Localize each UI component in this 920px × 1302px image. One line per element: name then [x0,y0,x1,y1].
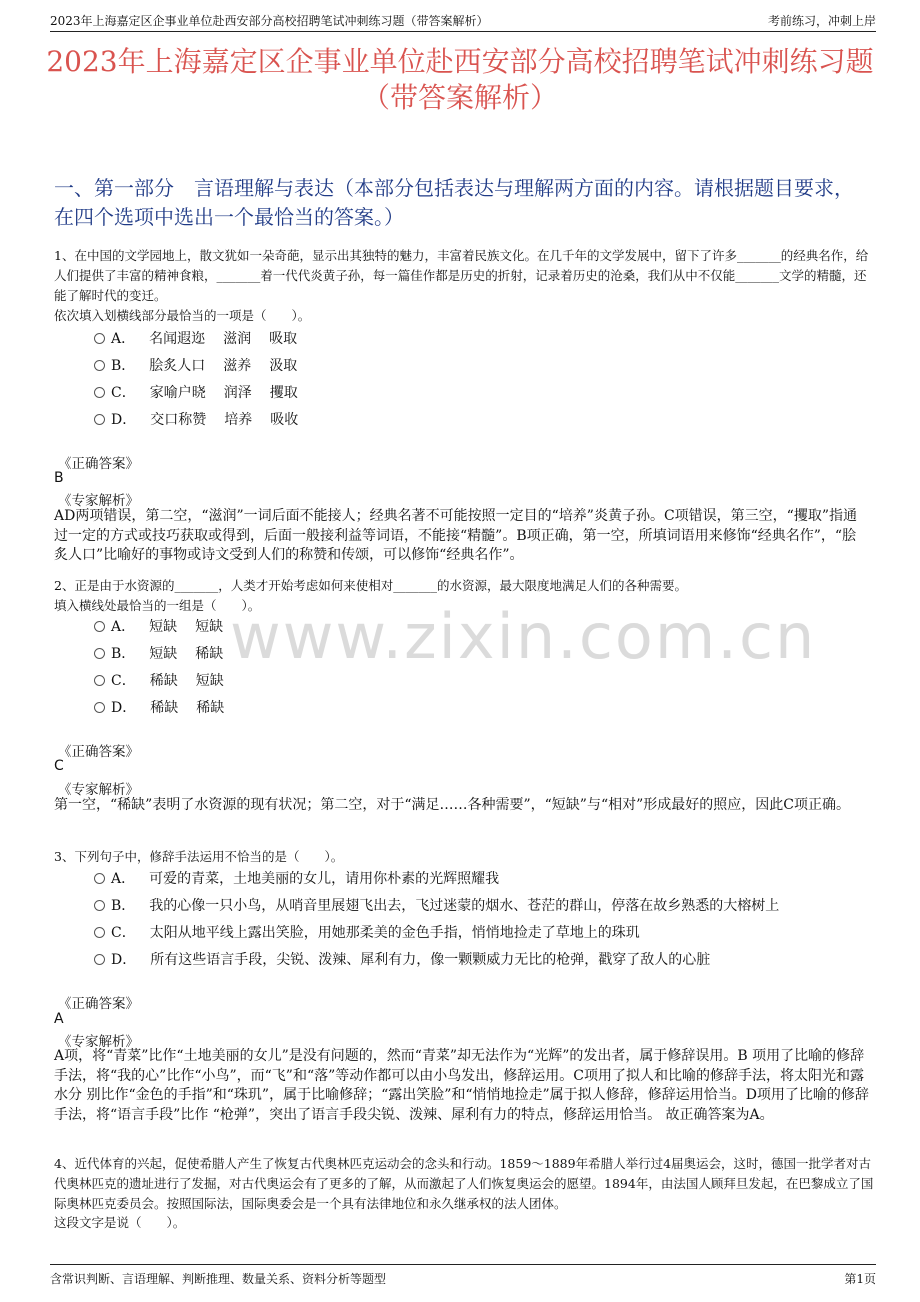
q3-explanation: A项，将“青菜”比作“土地美丽的女儿”是没有问题的，然而“青菜”却无法作为“光辉”的发出者，属于修辞误用。B 项用了比喻的修辞手法，将“我的心”比作“小鸟”，而“飞”和“落”等动作都可以由小鸟发出，修辞运用。C项用了拟人和比喻的修辞手法，将太阳光和露水分 别比作“金色的手指”和“珠玑”，属于比喻修辞；“露出笑脸”和“悄悄地捡走”属于拟人修辞，修辞运用恰当。D项用了比喻的修辞手法，将“语言手段”比作 “枪弹”，突出了语言手段尖锐、泼辣、犀利有力的特点，修辞运用恰当。 故正确答案为A。 [54,1048,869,1123]
page-header [50,12,876,32]
radio-icon[interactable] [94,954,105,965]
q2-option-a[interactable]: A． 短缺 短缺 [94,617,241,637]
q2-stem: 2、正是由于水资源的_______，人类才开始考虑如何来使相对_______的水资源，最大限度地满足人们的各种需要。 [54,578,687,593]
header-doc-title: 2023年上海嘉定区企事业单位赴西安部分高校招聘笔试冲刺练习题（带答案解析） [50,14,489,28]
q2-explanation: 第一空，“稀缺”表明了水资源的现有状况；第二空，对于“满足……各种需要”，“短缺”与“相对”形成最好的照应，因此C项正确。 [54,797,850,813]
q1-option-a[interactable]: A． 名闻遐迩 滋润 吸取 [94,329,315,349]
q2-answer-label: 《正确答案》 [58,744,139,760]
section-heading: 一、第一部分 言语理解与表达（本部分包括表达与理解两方面的内容。请根据题目要求，在四个选项中选出一个最恰当的答案。） [54,176,854,229]
q2-option-b[interactable]: B． 短缺 稀缺 [94,644,241,664]
q1-answer-label: 《正确答案》 [58,456,139,472]
radio-icon[interactable] [94,621,105,632]
watermark: www.zixin.com.cn [230,600,817,673]
radio-icon[interactable] [94,333,105,344]
radio-icon[interactable] [94,387,105,398]
q1-option-c[interactable]: C． 家喻户晓 润泽 攫取 [94,383,316,403]
page-number: 第1页 [844,1272,876,1286]
radio-icon[interactable] [94,927,105,938]
radio-icon[interactable] [94,360,105,371]
q1-expert-label: 《专家解析》 [58,493,139,509]
q2-answer: C [54,758,64,774]
radio-icon[interactable] [94,648,105,659]
q3-option-c[interactable]: C． 太阳从地平线上露出笑脸，用她那柔美的金色手指，悄悄地捡走了草地上的珠玑 [94,923,640,943]
page-title: 2023年上海嘉定区企事业单位赴西安部分高校招聘笔试冲刺练习题（带答案解析） [46,45,874,114]
radio-icon[interactable] [94,414,105,425]
q1-stem: 1、在中国的文学园地上，散文犹如一朵奇葩，显示出其独特的魅力，丰富着民族文化。在几千年的文学发展中，留下了许多_______的经典名作，给人们提供了丰富的精神食粮，_______着一代代炎黄子孙，每一篇佳作都是历史的折射，记录着历史的沧桑，我们从中不仅能_______文学的精髓，还能了解时代的变迁。 [54,248,869,303]
q3-option-d[interactable]: D． 所有这些语言手段，尖锐、泼辣、犀利有力，像一颗颗威力无比的枪弹，戳穿了敌人的心脏 [94,950,710,970]
radio-icon[interactable] [94,900,105,911]
q3-answer: A [54,1011,64,1027]
q1-answer: B [54,470,64,486]
radio-icon[interactable] [94,702,105,713]
q3-expert-label: 《专家解析》 [58,1034,139,1050]
radio-icon[interactable] [94,873,105,884]
header-slogan: 考前练习，冲刺上岸 [767,14,876,28]
q3-stem: 3、下列句子中，修辞手法运用不恰当的是（ ）。 [54,849,344,864]
q2-prompt: 填入横线处最恰当的一组是（ ）。 [54,598,261,613]
page-footer [50,1264,876,1285]
q1-prompt: 依次填入划横线部分最恰当的一项是（ ）。 [54,308,311,323]
q4-stem: 4、近代体育的兴起，促使希腊人产生了恢复古代奥林匹克运动会的念头和行动。1859～1889年希腊人举行过4届奥运会，这时，德国一批学者对古代奥林匹克的遗址进行了发掘，对古代奥运会有了更多的了解，从而激起了人们恢复奥运会的愿望。1894年，由法国人顾拜旦发起，在巴黎成立了国际奥林匹克委员会。按照国际法，国际奥委会是一个具有法律地位和永久继承权的法人团体。 [54,1156,874,1211]
q1-option-b[interactable]: B． 脍炙人口 滋养 汲取 [94,356,315,376]
footer-topics: 含常识判断、言语理解、判断推理、数量关系、资料分析等题型 [50,1272,387,1286]
q3-answer-label: 《正确答案》 [58,996,139,1012]
q1-explanation: AD两项错误，第二空，“滋润”一词后面不能接人；经典名著不可能按照一定目的“培养”炎黄子孙。C项错误，第三空，“攫取”指通过一定的方式或技巧获取或得到，后面一般接利益等词语，不能接“精髓”。B项正确，第一空，所填词语用来修饰“经典名作”，“脍炙人口”比喻好的事物或诗文受到人们的称赞和传颂，可以修饰“经典名作”。 [54,508,857,563]
q1-option-d[interactable]: D． 交口称赞 培养 吸收 [94,410,316,430]
q2-expert-label: 《专家解析》 [58,782,139,798]
q2-option-c[interactable]: C． 稀缺 短缺 [94,671,242,691]
q3-option-a[interactable]: A． 可爱的青菜，土地美丽的女儿，请用你朴素的光辉照耀我 [94,869,499,889]
q2-option-d[interactable]: D． 稀缺 稀缺 [94,698,242,718]
q3-option-b[interactable]: B． 我的心像一只小鸟，从哨音里展翅飞出去，飞过迷蒙的烟水、苍茫的群山，停落在故乡熟悉的大榕树上 [94,896,779,916]
radio-icon[interactable] [94,675,105,686]
q4-prompt: 这段文字是说（ ）。 [54,1215,186,1230]
